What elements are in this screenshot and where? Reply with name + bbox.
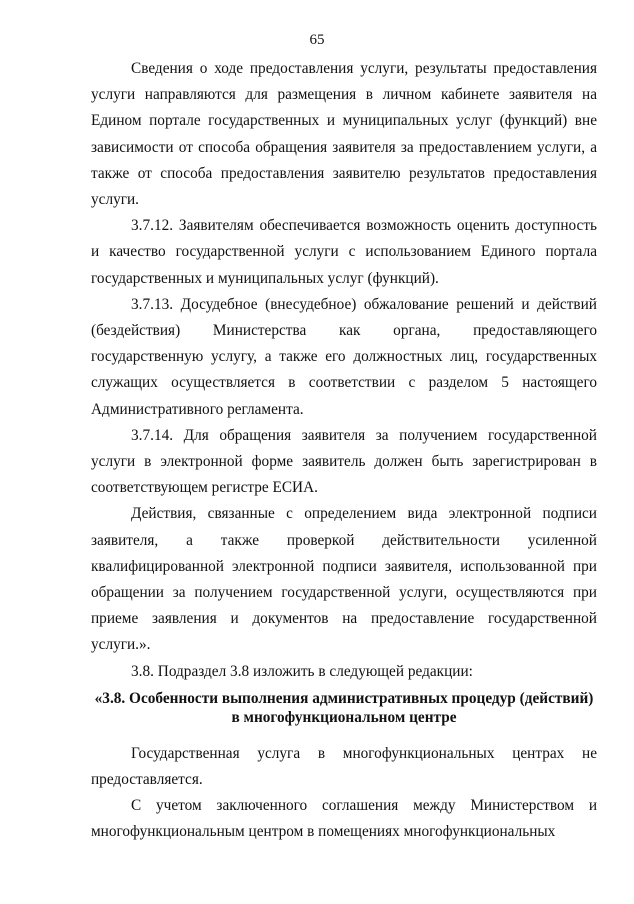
paragraph-3-7-14: 3.7.14. Для обращения заявителя за получением государственной услуги в электронной форме заявитель должен быть зарегистрирован в соответствующем регистре ЕСИА. xyxy=(91,426,597,497)
page-number: 65 xyxy=(309,32,325,48)
paragraph-service-status: Сведения о ходе предоставления услуги, результаты предоставления услуги направляются для размещения в личном кабинете заявителя на Едином портале государственных и муниципальных услуг (функций) вне зависимости от способа обращения заявителя за предоставлением услуги, а также от способа предоставления заявителю результатов предоставления услуги. xyxy=(91,60,597,209)
document-body xyxy=(91,56,597,846)
paragraph-3-8-intro: 3.8. Подраздел 3.8 изложить в следующей редакции: xyxy=(131,662,473,680)
paragraph-signature-check: Действия, связанные с определением вида электронной подписи заявителя, а также проверкой действительности усиленной квалифицированной электронной подписи заявителя, использованной при обращении за получением государственной услуги, осуществляются при приеме заявления и документов на предоставление государственной услуги.». xyxy=(91,505,597,654)
paragraph-not-provided: Государственная услуга в многофункциональных центрах не предоставляется. xyxy=(91,744,597,789)
paragraph-3-7-12: 3.7.12. Заявителям обеспечивается возможность оценить доступность и качество государственной услуги с использованием Единого портала государственных и муниципальных услуг (функций). xyxy=(91,217,597,287)
paragraph-agreement: С учетом заключенного соглашения между Министерством и многофункциональным центром в помещениях многофункциональных xyxy=(91,797,597,841)
section-heading-3-8: «3.8. Особенности выполнения административных процедур (действий) в многофункциональном центре xyxy=(94,689,594,726)
paragraph-3-7-13: 3.7.13. Досудебное (внесудебное) обжалование решений и действий (бездействия) Министерства как органа, предоставляющего государственную услугу, а также его должностных лиц, государственных служащих осуществляется в соответствии с разделом 5 настоящего Административного регламента. xyxy=(91,295,597,418)
